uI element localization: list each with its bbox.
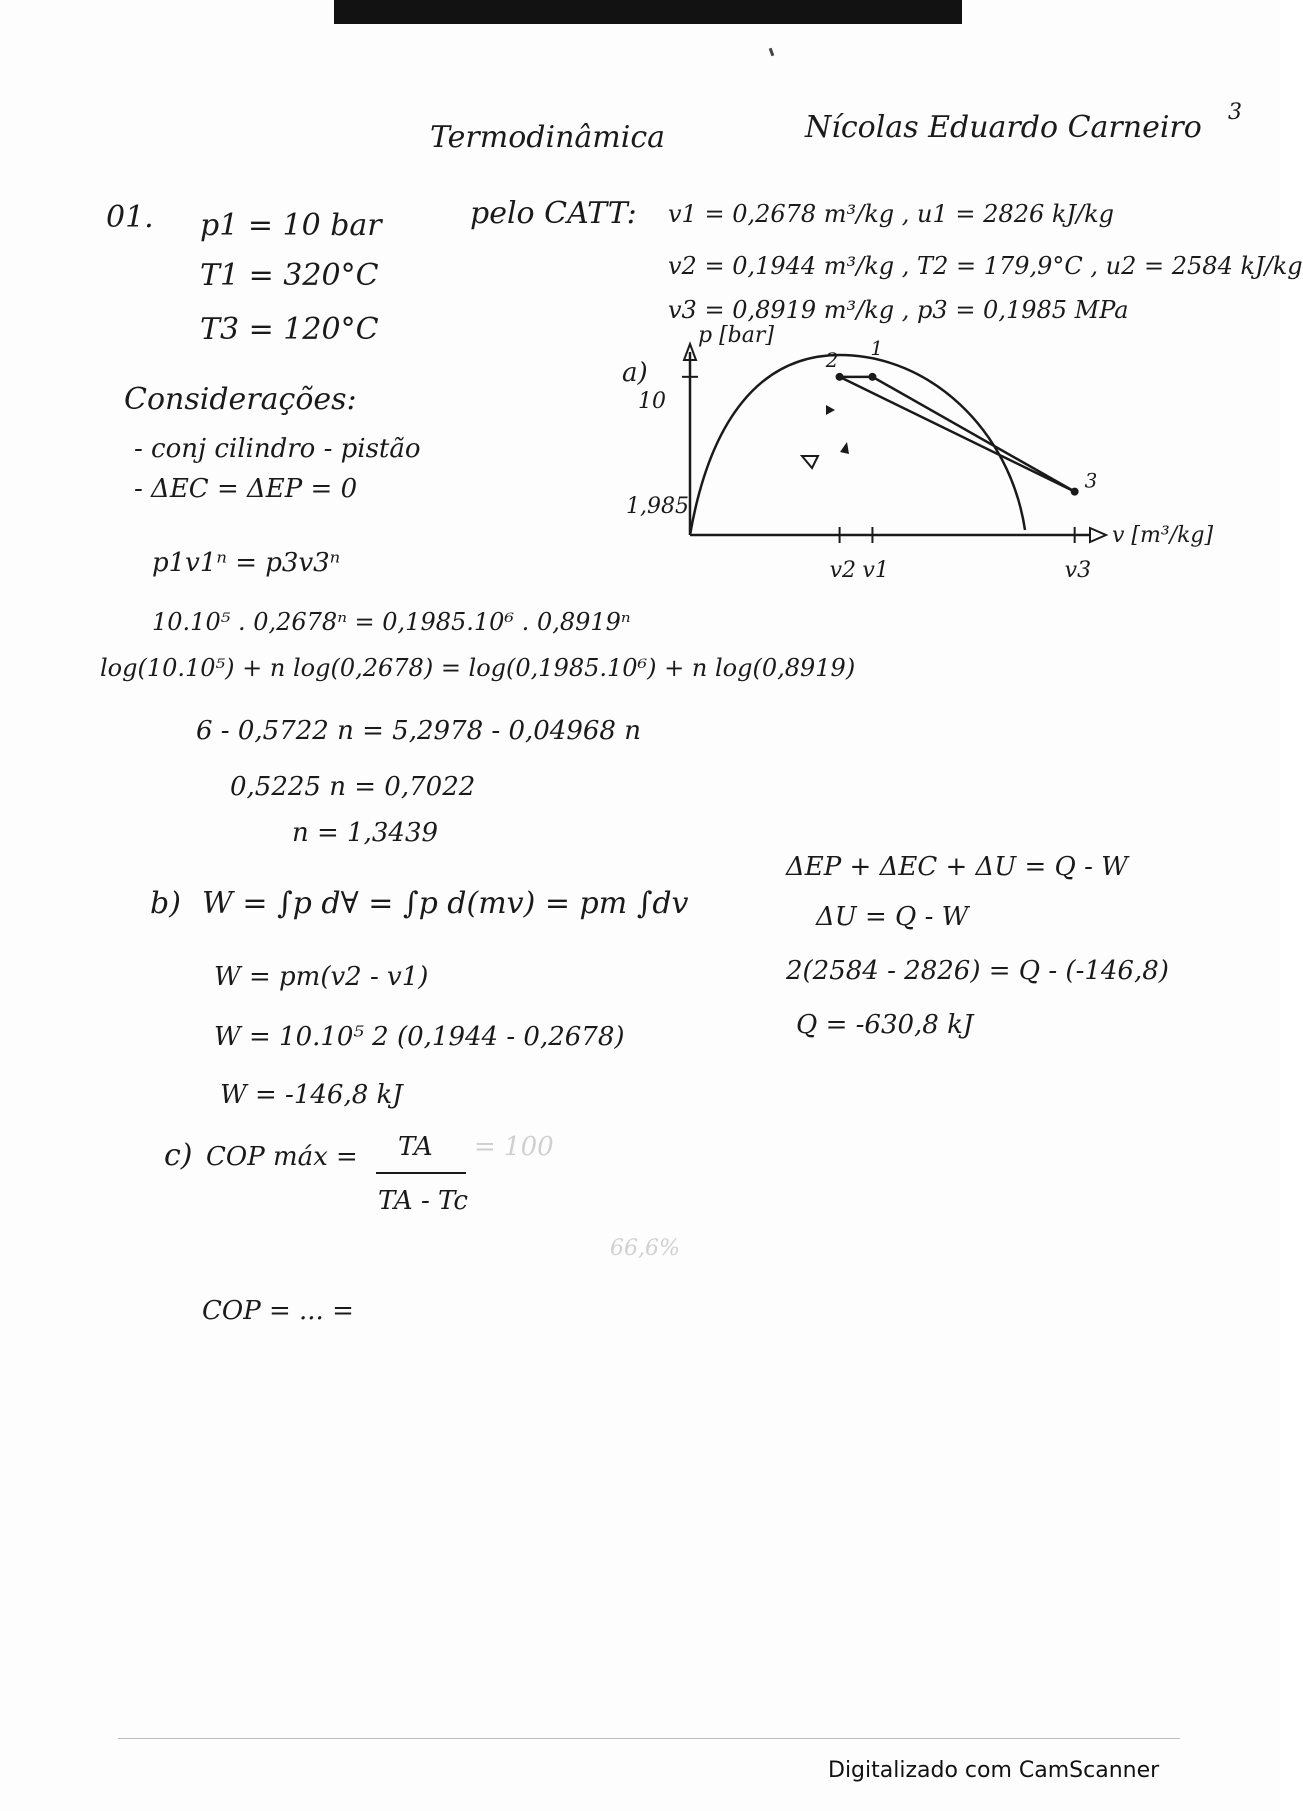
part-b-label: b) [150, 886, 181, 921]
part-a-step-4: 6 - 0,5722 n = 5,2978 - 0,04968 n [196, 716, 641, 746]
part-b-step-2: W = pm(v2 - v1) [214, 962, 429, 992]
pv-diagram [590, 323, 1214, 600]
part-b-step-3: W = 10.10⁵ 2 (0,1944 - 0,2678) [214, 1022, 625, 1052]
point-label-1: 1 [870, 335, 884, 360]
part-a-result: n = 1,3439 [292, 818, 439, 848]
point-label-3: 3 [1084, 468, 1098, 493]
part-a-step-1: p1v1ⁿ = p3v3ⁿ [152, 548, 341, 578]
point-label-2: 2 [825, 347, 839, 372]
part-a-step-3: log(10.10⁵) + n log(0,2678) = log(0,1985.10⁶) + n log(0,8919) [100, 654, 856, 682]
arrow-1-3 [840, 442, 849, 454]
part-a-step-2: 10.10⁵ . 0,2678ⁿ = 0,1985.10⁶ . 0,8919ⁿ [152, 608, 631, 636]
faint-percent: 66,6% [610, 1236, 680, 1261]
heat-result: Q = -630,8 kJ [796, 1010, 974, 1040]
process-line-1-3 [872, 377, 1074, 492]
given-t1: T1 = 320°C [200, 258, 379, 293]
given-t3: T3 = 120°C [200, 312, 379, 347]
x-axis-arrow [1090, 528, 1106, 542]
scanner-watermark: Digitalizado com CamScanner [828, 1758, 1160, 1783]
cop-max-lhs: COP máx = [206, 1142, 358, 1172]
catt-line-1: v1 = 0,2678 m³/kg , u1 = 2826 kJ/kg [668, 200, 1115, 228]
part-b-work-result: W = -146,8 kJ [220, 1080, 403, 1110]
arrow-1-2 [826, 405, 835, 415]
scan-top-bar [334, 0, 962, 24]
consideration-1: - conj cilindro - pistão [134, 434, 421, 464]
cop-numerator: TA [398, 1132, 433, 1162]
cop-denominator: TA - Tc [378, 1186, 468, 1216]
process-line-2-3 [840, 377, 1075, 492]
arrow-2-3 [802, 456, 818, 468]
point-2 [836, 373, 844, 381]
x-tick-v2: v2 [829, 558, 857, 583]
part-a-label: a) [622, 358, 648, 388]
catt-intro: pelo CATT: [470, 196, 637, 231]
fraction-bar [376, 1172, 466, 1174]
x-axis-label: v [m³/kg] [1112, 523, 1214, 548]
energy-substituted: 2(2584 - 2826) = Q - (-146,8) [786, 956, 1169, 986]
given-p1: p1 = 10 bar [200, 208, 382, 243]
part-c-label: c) [164, 1138, 193, 1173]
part-b-step-1: W = ∫p d∀ = ∫p d(mv) = pm ∫dv [202, 886, 689, 921]
consideration-2: - ΔEC = ΔEP = 0 [134, 474, 358, 504]
author-name: Nícolas Eduardo Carneiro [805, 110, 1202, 145]
catt-line-2: v2 = 0,1944 m³/kg , T2 = 179,9°C , u2 = 2584 kJ/kg [668, 252, 1303, 280]
page-title: Termodinâmica [430, 120, 666, 155]
energy-balance: ΔEP + ΔEC + ΔU = Q - W [786, 852, 1128, 882]
y-tick-1985: 1,985 [626, 494, 689, 519]
y-tick-10: 10 [638, 389, 666, 414]
point-3 [1071, 488, 1079, 496]
faint-calculation: = 100 [474, 1132, 554, 1162]
footer-divider [118, 1738, 1180, 1739]
y-axis-label: p [bar] [698, 323, 774, 348]
x-tick-v1: v1 [862, 558, 889, 583]
saturation-dome [690, 355, 1025, 535]
considerations-title: Considerações: [124, 382, 357, 417]
point-1 [868, 373, 876, 381]
energy-simplified: ΔU = Q - W [816, 902, 969, 932]
cop-line: COP = ... = [202, 1296, 354, 1326]
catt-line-3: v3 = 0,8919 m³/kg , p3 = 0,1985 MPa [668, 296, 1129, 324]
page-number: 3 [1228, 100, 1242, 125]
part-a-step-5: 0,5225 n = 0,7022 [230, 772, 476, 802]
problem-label: 01. [106, 200, 154, 235]
scan-mark [769, 48, 775, 57]
x-tick-v3: v3 [1064, 558, 1092, 583]
